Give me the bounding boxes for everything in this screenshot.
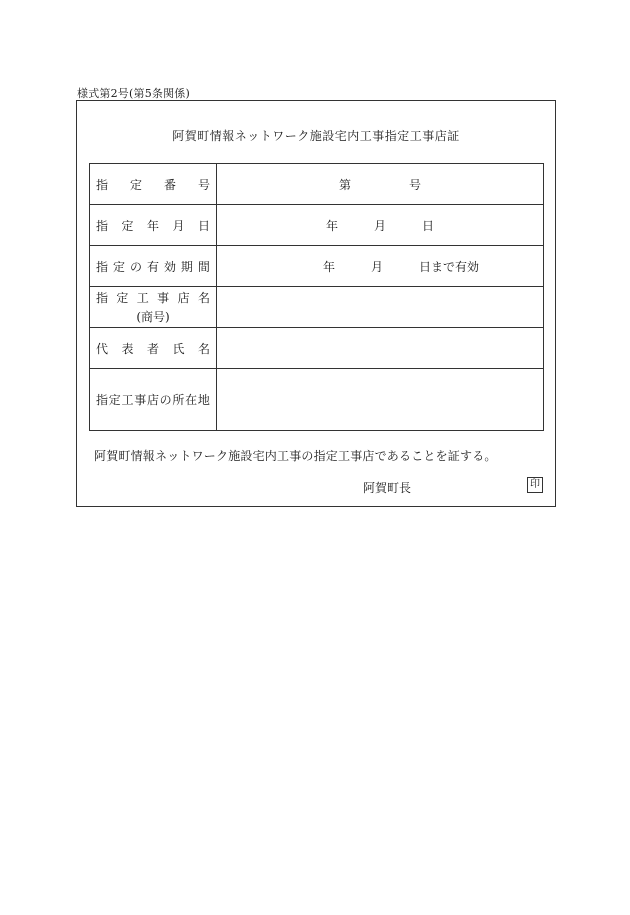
table-row [90,369,544,431]
label-char: 工 [136,291,149,305]
label-char: 店 [177,291,190,305]
certificate-title: 阿賀町情報ネットワーク施設宅内工事指定工事店証 [172,129,460,143]
label-char: 表 [121,341,134,356]
label-validity-period [90,246,217,287]
certificate-frame [76,100,556,507]
label-char: 指 [96,259,109,274]
value-contractor-name [217,287,544,328]
label-representative-name [90,328,217,369]
spread-label [96,258,210,275]
label-char: の [159,393,172,407]
form-number-label: 様式第2号(第5条関係) [77,87,190,100]
label-char: 指 [96,218,109,233]
year-label: 年 [322,259,335,274]
label-char: 指 [96,177,109,192]
label-char: 地 [197,393,210,407]
label-char: 日 [197,218,210,233]
spread-label [96,340,210,357]
month-label: 月 [370,259,383,274]
label-char: 事 [134,393,147,407]
trade-name-label: (商号) [136,310,170,324]
label-designation-date [90,205,217,246]
spread-label [96,176,210,193]
label-char: 名 [197,291,210,305]
label-char: 定 [129,177,142,192]
value-contractor-address [217,369,544,431]
label-char: 所 [172,393,185,407]
month-label: 月 [373,218,386,233]
value-designation-number [217,164,544,205]
label-char: 期 [180,259,193,274]
table-row [90,164,544,205]
label-char: 工 [121,393,134,407]
label-char: 号 [197,177,210,192]
label-char: 定 [116,291,129,305]
label-char: 効 [163,259,176,274]
table-row [90,328,544,369]
label-char: 間 [197,259,210,274]
label-char: 番 [163,177,176,192]
label-char: 名 [197,341,210,356]
certification-statement: 阿賀町情報ネットワーク施設宅内工事の指定工事店であることを証する。 [94,449,497,463]
label-char: 代 [96,341,109,356]
table-row [90,246,544,287]
day-label: 日 [422,218,435,233]
label-char: の [129,259,142,274]
number-suffix: 号 [409,177,422,192]
day-valid-label: 日まで有効 [419,259,480,274]
label-char: 定 [121,218,134,233]
label-char: 氏 [172,341,185,356]
label-contractor-address [90,369,217,431]
issuer-name: 阿賀町長 [363,481,412,495]
number-prefix: 第 [338,177,351,192]
label-char: 定 [112,259,125,274]
label-char: 指 [96,393,109,407]
spread-label [96,289,210,306]
label-char: 年 [146,218,159,233]
label-char: 有 [146,259,159,274]
label-designation-number [90,164,217,205]
label-contractor-name [90,287,217,328]
certificate-table [89,163,544,431]
table-row [90,287,544,328]
label-char: 指 [96,291,109,305]
label-char: 者 [146,341,159,356]
year-label: 年 [325,218,338,233]
table-row [90,205,544,246]
label-char: 月 [172,218,185,233]
label-char: 事 [157,291,170,305]
value-validity-period [217,246,544,287]
value-representative-name [217,328,544,369]
seal-mark: 印 [527,477,543,493]
label-char: 定 [108,393,121,407]
spread-label [96,391,210,408]
spread-label [96,217,210,234]
value-designation-date [217,205,544,246]
label-char: 在 [185,393,198,407]
label-char: 店 [146,393,159,407]
